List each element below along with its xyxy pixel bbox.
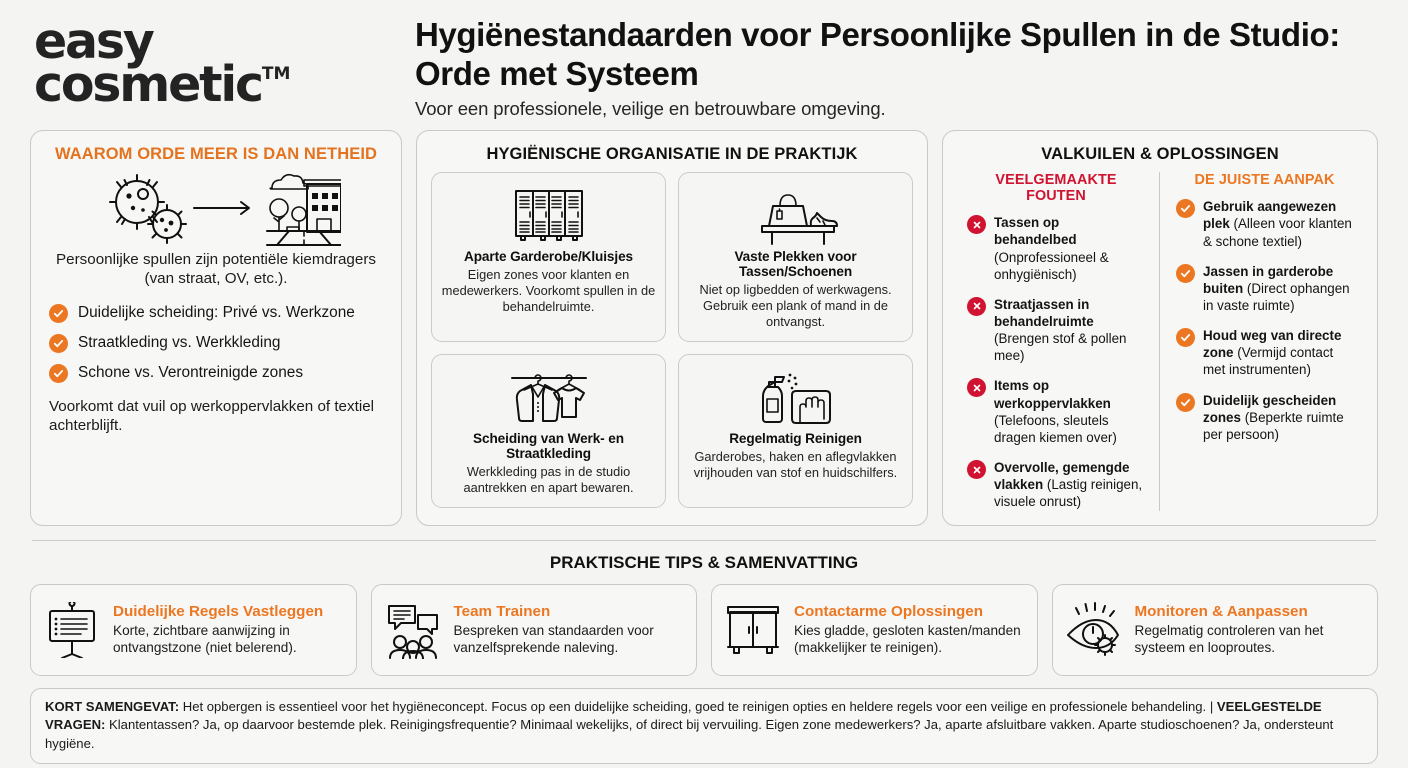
mistake-title: Straatjassen in behandelruimte bbox=[994, 296, 1094, 329]
mistakes-heading: VEELGEMAAKTE FOUTEN bbox=[995, 172, 1117, 205]
check-circle-icon bbox=[49, 334, 68, 353]
check-circle-icon bbox=[1176, 393, 1195, 412]
check-circle-icon bbox=[1176, 328, 1195, 347]
list-item bbox=[967, 459, 1145, 510]
practice-card-lockers bbox=[431, 172, 666, 342]
trademark-symbol: TM bbox=[261, 64, 291, 85]
solution-title: Gebruik aangewezen plek bbox=[1203, 199, 1337, 232]
list-item bbox=[1176, 392, 1353, 443]
team-chat-icon bbox=[384, 601, 442, 659]
practice-card-body: Niet op ligbedden of werkwagens. Gebruik een plank of mand in de ontvangst. bbox=[699, 282, 892, 330]
practice-card-title: Regelmatig Reinigen bbox=[729, 431, 862, 447]
page-title: Hygiënestandaarden voor Persoonlijke Spullen in de Studio: Orde met Systeem bbox=[415, 16, 1340, 92]
lockers-icon bbox=[512, 185, 586, 247]
panel-why-order bbox=[30, 130, 402, 525]
solution-title: Duidelijk gescheiden zones bbox=[1203, 392, 1337, 425]
mistake-title: Items op werkoppervlakken bbox=[994, 378, 1111, 411]
list-item bbox=[1176, 263, 1353, 314]
brand-logo bbox=[30, 13, 415, 114]
list-item bbox=[1176, 327, 1353, 378]
tip-body: Regelmatig controleren van het systeem en looproutes. bbox=[1134, 623, 1324, 656]
list-item bbox=[49, 303, 385, 323]
bullet-label: Schone vs. Verontreinigde zones bbox=[78, 363, 304, 381]
check-circle-icon bbox=[1176, 264, 1195, 283]
tip-title: Duidelijke Regels Vastleggen bbox=[113, 602, 324, 620]
list-item bbox=[49, 333, 385, 353]
summary-label-2: VEELGESTELDE VRAGEN: bbox=[45, 698, 1322, 733]
solutions-column bbox=[1160, 172, 1363, 510]
tip-card-rules bbox=[30, 584, 357, 676]
summary-label-1: KORT SAMENGEVAT: bbox=[45, 698, 180, 714]
x-circle-icon bbox=[967, 460, 986, 479]
panel-pitfalls-heading: VALKUILEN & OPLOSSINGEN bbox=[1041, 145, 1279, 164]
practice-card-body: Garderobes, haken en aflegvlakken vrijhouden van stof en huidschilfers. bbox=[693, 449, 898, 481]
check-circle-icon bbox=[1176, 199, 1195, 218]
x-circle-icon bbox=[967, 297, 986, 316]
eye-gear-icon bbox=[1065, 602, 1123, 658]
practice-card-title: Scheiding van Werk- en Straatkleding bbox=[473, 431, 624, 462]
page-subtitle: Voor een professionele, veilige en betrouwbare omgeving. bbox=[415, 98, 886, 120]
check-circle-icon bbox=[49, 364, 68, 383]
panel-practice bbox=[416, 130, 928, 525]
brand-line-1: easy bbox=[34, 13, 153, 70]
x-circle-icon bbox=[967, 215, 986, 234]
list-item bbox=[967, 214, 1145, 283]
tip-body: Korte, zichtbare aanwijzing in ontvangstzone (niet belerend). bbox=[113, 623, 297, 656]
tip-title: Team Trainen bbox=[453, 602, 551, 620]
clothes-rail-icon bbox=[509, 367, 589, 429]
tip-card-training bbox=[371, 584, 698, 676]
panel-why-order-lead: Persoonlijke spullen zijn potentiële kiemdragers (van straat, OV, etc.). bbox=[56, 251, 376, 288]
mistake-detail: (Lastig reinigen, visuele onrust) bbox=[994, 477, 1143, 510]
mistake-detail: (Onprofessioneel & onhygiënisch) bbox=[994, 249, 1109, 282]
solution-detail: (Vermijd contact met instrumenten) bbox=[1203, 345, 1334, 378]
mistake-detail: (Telefoons, sleutels dragen kiemen over) bbox=[994, 412, 1117, 445]
practice-card-title: Aparte Garderobe/Kluisjes bbox=[464, 249, 633, 265]
panel-why-order-closing: Voorkomt dat vuil op werkoppervlakken of textiel achterblijft. bbox=[49, 397, 375, 434]
x-circle-icon bbox=[967, 378, 986, 397]
solution-detail: (Direct ophangen in vaste ruimte) bbox=[1203, 280, 1350, 313]
bag-bench-icon bbox=[753, 185, 839, 247]
tip-card-monitoring bbox=[1052, 584, 1379, 676]
practice-card-title: Vaste Plekken voor Tassen/Schoenen bbox=[734, 249, 857, 280]
tip-body: Bespreken van standaarden voor vanzelfsprekende naleving. bbox=[453, 623, 654, 656]
tip-title: Monitoren & Aanpassen bbox=[1134, 602, 1308, 620]
check-circle-icon bbox=[49, 304, 68, 323]
list-item bbox=[967, 377, 1145, 446]
solution-detail: (Alleen voor klanten & schone textiel) bbox=[1203, 216, 1352, 249]
panel-why-order-bullets bbox=[49, 303, 385, 383]
mistakes-column bbox=[957, 172, 1160, 510]
summary-box bbox=[30, 688, 1378, 765]
panel-practice-heading: HYGIËNISCHE ORGANISATIE IN DE PRAKTIJK bbox=[486, 145, 858, 164]
summary-text-1: Het opbergen is essentieel voor het hygiëneconcept. Focus op een duidelijke scheiding, goed te reinigen opties en heldere regels voor een veilige en professionele behandeling. | bbox=[179, 698, 1214, 714]
list-item bbox=[49, 363, 385, 383]
summary-text-2: Klantentassen? Ja, op daarvoor bestemde plek. Reinigingsfrequentie? Minimaal wekelijks, of direct bij vervuiling. Eigen zone medewerkers? Ja, aparte afsluitbare vakken. Aparte studioschoenen? Ja, ondersteunt hygiëne. bbox=[45, 717, 1334, 751]
mistake-title: Tassen op behandelbed bbox=[994, 215, 1077, 248]
germs-to-city-icon bbox=[47, 172, 385, 246]
solution-title: Houd weg van directe zone bbox=[1203, 328, 1342, 361]
list-item bbox=[1176, 198, 1353, 249]
tips-heading: PRAKTISCHE TIPS & SAMENVATTING bbox=[549, 552, 859, 572]
solutions-heading: DE JUISTE AANPAK bbox=[1194, 172, 1335, 189]
tip-body: Kies gladde, gesloten kasten/manden (makkelijker te reinigen). bbox=[794, 623, 1021, 656]
practice-card-cleaning bbox=[678, 354, 913, 508]
practice-card-body: Werkkleding pas in de studio aantrekken en apart bewaren. bbox=[463, 464, 634, 496]
cabinet-icon bbox=[724, 603, 782, 657]
tips-row bbox=[30, 584, 1378, 676]
mistake-detail: (Brengen stof & pollen mee) bbox=[994, 331, 1127, 364]
mistake-title: Overvolle, gemengde vlakken bbox=[994, 460, 1130, 493]
panel-why-order-heading: WAAROM ORDE MEER IS DAN NETHEID bbox=[54, 145, 378, 164]
panel-pitfalls bbox=[942, 130, 1378, 525]
bullet-label: Straatkleding vs. Werkkleding bbox=[78, 333, 281, 351]
panels-row bbox=[30, 130, 1378, 525]
spray-cloth-icon bbox=[756, 367, 836, 429]
solution-detail: (Beperkte ruimte per persoon) bbox=[1203, 409, 1344, 442]
brand-line-2: cosmetic bbox=[34, 56, 262, 114]
tip-title: Contactarme Oplossingen bbox=[794, 602, 984, 620]
whiteboard-icon bbox=[43, 602, 101, 658]
list-item bbox=[967, 296, 1145, 365]
header bbox=[30, 0, 1378, 130]
solution-title: Jassen in garderobe buiten bbox=[1203, 263, 1334, 296]
practice-card-clothing bbox=[431, 354, 666, 508]
bullet-label: Duidelijke scheiding: Privé vs. Werkzone bbox=[78, 303, 355, 321]
section-divider bbox=[32, 540, 1376, 541]
practice-card-body: Eigen zones voor klanten en medewerkers. Voorkomt spullen in de behandelruimte. bbox=[441, 267, 656, 315]
practice-card-bag-bench bbox=[678, 172, 913, 342]
tip-card-contactless bbox=[711, 584, 1038, 676]
